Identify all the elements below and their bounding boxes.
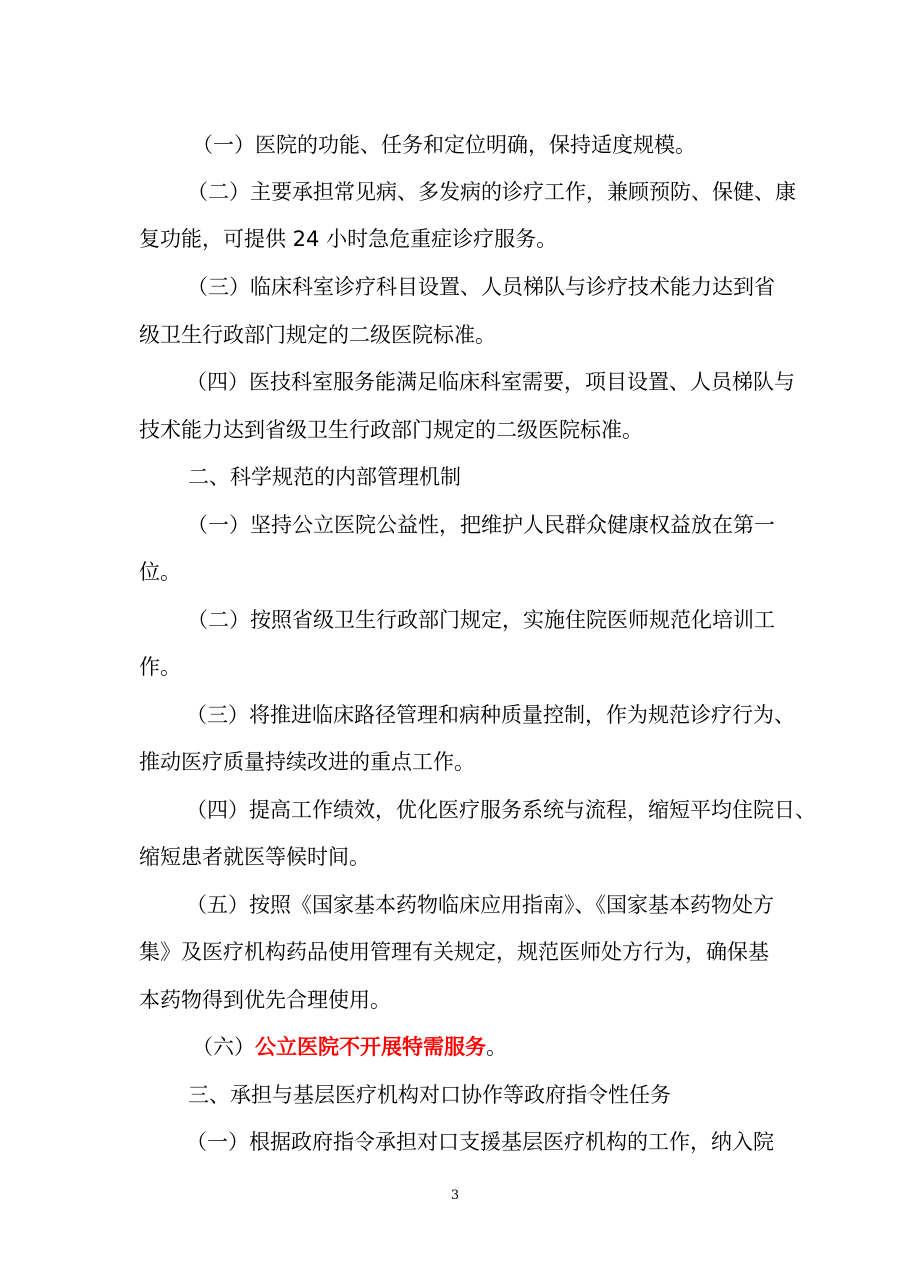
paragraph-line: 本药物得到优先合理使用。 xyxy=(139,988,391,1012)
paragraph-line: 位。 xyxy=(139,560,181,584)
paragraph-line: （三）临床科室诊疗科目设置、人员梯队与诊疗技术能力达到省 xyxy=(187,275,775,299)
paragraph-line: 缩短患者就医等候时间。 xyxy=(139,845,370,869)
paragraph-line: 作。 xyxy=(139,655,181,679)
paragraph-suffix: 。 xyxy=(486,1035,507,1059)
paragraph-line: （四）提高工作绩效，优化医疗服务系统与流程，缩短平均住院日、 xyxy=(186,798,816,822)
emphasis-paragraph xyxy=(0,1027,910,1067)
paragraph-line: （一）坚持公立医院公益性，把维护人民群众健康权益放在第一 xyxy=(187,513,775,537)
paragraph-line: （四）医技科室服务能满足临床科室需要，项目设置、人员梯队与 xyxy=(186,370,795,394)
section-heading: 二、科学规范的内部管理机制 xyxy=(188,465,461,489)
paragraph-line: 级卫生行政部门规定的二级医院标准。 xyxy=(139,323,496,347)
paragraph-line: （一）医院的功能、任务和定位明确，保持适度规模。 xyxy=(192,133,696,157)
paragraph-line: （二）按照省级卫生行政部门规定，实施住院医师规范化培训工 xyxy=(187,608,775,632)
paragraph-line: 集》及医疗机构药品使用管理有关规定，规范医师处方行为，确保基 xyxy=(139,940,769,964)
paragraph-line: （二）主要承担常见病、多发病的诊疗工作，兼顾预防、保健、康 xyxy=(187,180,796,204)
paragraph-line: 复功能，可提供 24 小时急危重症诊疗服务。 xyxy=(139,227,558,251)
paragraph-line: （三）将推进临床路径管理和病种质量控制，作为规范诊疗行为、 xyxy=(186,703,795,727)
paragraph-line: （一）根据政府指令承担对口支援基层医疗机构的工作，纳入院 xyxy=(186,1130,774,1154)
section-heading: 三、承担与基层医疗机构对口协作等政府指令性任务 xyxy=(188,1083,671,1107)
paragraph-line: （五）按照《国家基本药物临床应用指南》、《国家基本药物处方 xyxy=(186,893,774,917)
paragraph-line: 推动医疗质量持续改进的重点工作。 xyxy=(139,750,475,774)
paragraph-prefix: （六） xyxy=(192,1035,255,1059)
page-number: 3 xyxy=(450,1188,460,1203)
paragraph-line: 技术能力达到省级卫生行政部门规定的二级医院标准。 xyxy=(139,418,643,442)
red-emphasis-text: 公立医院不开展特需服务 xyxy=(255,1035,486,1059)
